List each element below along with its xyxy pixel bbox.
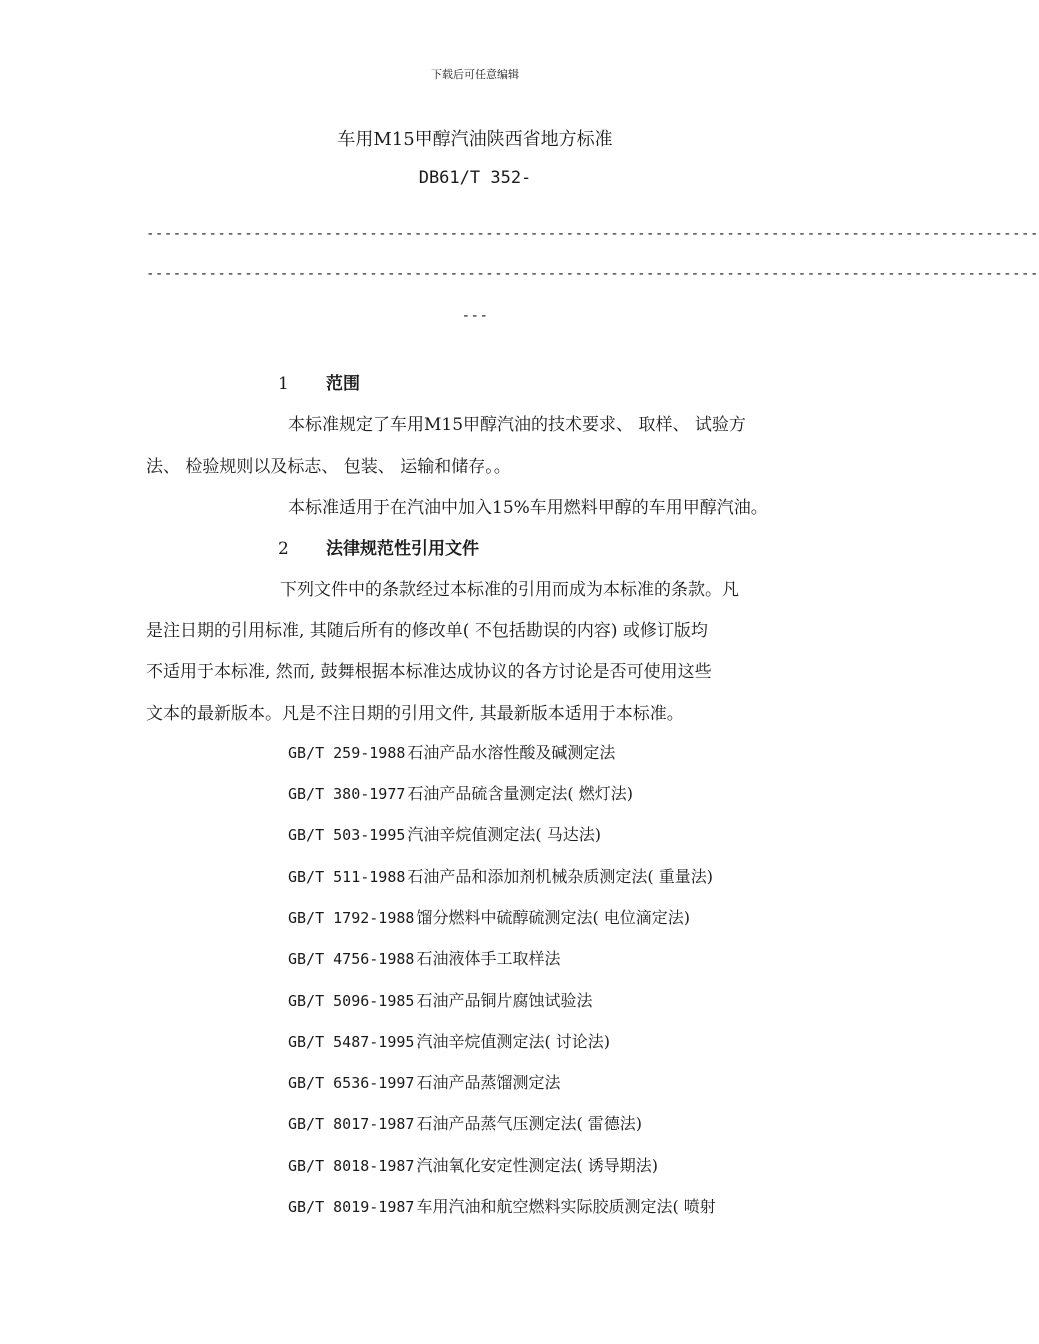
reference-item	[288, 1070, 560, 1093]
reference-code: GB/T 1792-1988	[288, 909, 415, 927]
document-title: 车用M15甲醇汽油陕西省地方标准	[337, 129, 613, 150]
separator-line-2: ----------------------------------------------------------------------------------------------------	[146, 266, 1039, 282]
reference-item	[288, 781, 633, 804]
reference-title: 车用汽油和航空燃料实际胶质测定法( 喷射	[416, 1197, 716, 1216]
document-code: DB61/T 352-	[418, 168, 532, 188]
reference-code: GB/T 6536-1997	[288, 1074, 415, 1092]
reference-title: 石油产品和添加剂机械杂质测定法( 重量法)	[407, 867, 713, 886]
reference-code: GB/T 4756-1988	[288, 950, 415, 968]
section-1-para-2: 本标准适用于在汽油中加入15%车用燃料甲醇的车用甲醇汽油。	[288, 498, 768, 518]
section-1-para-1-line-1: 本标准规定了车用M15甲醇汽油的技术要求、 取样、 试验方	[288, 415, 746, 435]
reference-item	[288, 1194, 716, 1217]
section-2-para-line-1: 下列文件中的条款经过本标准的引用而成为本标准的条款。凡	[280, 580, 739, 600]
section-1-para-1-line-2: 法、 检验规则以及标志、 包装、 运输和储存。。	[146, 457, 511, 477]
reference-item	[288, 1029, 610, 1052]
header-note: 下载后可任意编辑	[431, 68, 519, 81]
reference-code: GB/T 5096-1985	[288, 992, 415, 1010]
reference-item	[288, 822, 601, 845]
reference-item	[288, 1111, 642, 1134]
reference-title: 石油产品蒸气压测定法( 雷德法)	[416, 1114, 643, 1133]
section-2-para-line-2: 是注日期的引用标准, 其随后所有的修改单( 不包括勘误的内容) 或修订版均	[146, 621, 708, 641]
section-2-para-line-4: 文本的最新版本。凡是不注日期的引用文件, 其最新版本适用于本标准。	[146, 704, 684, 724]
section-2-para-line-3: 不适用于本标准, 然而, 鼓舞根据本标准达成协议的各方讨论是否可使用这些	[146, 662, 712, 682]
reference-code: GB/T 8019-1987	[288, 1198, 415, 1216]
section-2-heading	[278, 534, 479, 559]
section-2-title: 法律规范性引用文件	[326, 539, 479, 559]
reference-code: GB/T 8017-1987	[288, 1115, 415, 1133]
reference-title: 汽油氧化安定性测定法( 诱导期法)	[416, 1156, 659, 1175]
reference-item	[288, 740, 615, 763]
reference-item	[288, 988, 592, 1011]
reference-item	[288, 905, 690, 928]
reference-code: GB/T 511-1988	[288, 868, 406, 886]
reference-code: GB/T 5487-1995	[288, 1033, 415, 1051]
reference-code: GB/T 380-1977	[288, 785, 406, 803]
reference-code: GB/T 8018-1987	[288, 1157, 415, 1175]
reference-code: GB/T 259-1988	[288, 744, 406, 762]
section-1-heading	[278, 369, 360, 394]
section-1-title: 范围	[326, 374, 360, 394]
separator-tail: ---	[461, 308, 489, 324]
reference-code: GB/T 503-1995	[288, 826, 406, 844]
reference-title: 石油液体手工取样法	[416, 949, 561, 968]
reference-title: 汽油辛烷值测定法( 讨论法)	[416, 1032, 611, 1051]
reference-title: 馏分燃料中硫醇硫测定法( 电位滴定法)	[416, 908, 691, 927]
separator-line-1: ----------------------------------------------------------------------------------------------------	[146, 226, 1039, 242]
reference-item	[288, 1153, 658, 1176]
reference-title: 石油产品蒸馏测定法	[416, 1073, 561, 1092]
reference-title: 汽油辛烷值测定法( 马达法)	[407, 825, 601, 844]
reference-title: 石油产品铜片腐蚀试验法	[416, 991, 593, 1010]
reference-item	[288, 946, 560, 969]
reference-item	[288, 864, 713, 887]
reference-title: 石油产品水溶性酸及碱测定法	[407, 743, 616, 762]
section-2-number: 2	[278, 539, 289, 559]
reference-title: 石油产品硫含量测定法( 燃灯法)	[407, 784, 633, 803]
section-1-number: 1	[278, 374, 289, 394]
